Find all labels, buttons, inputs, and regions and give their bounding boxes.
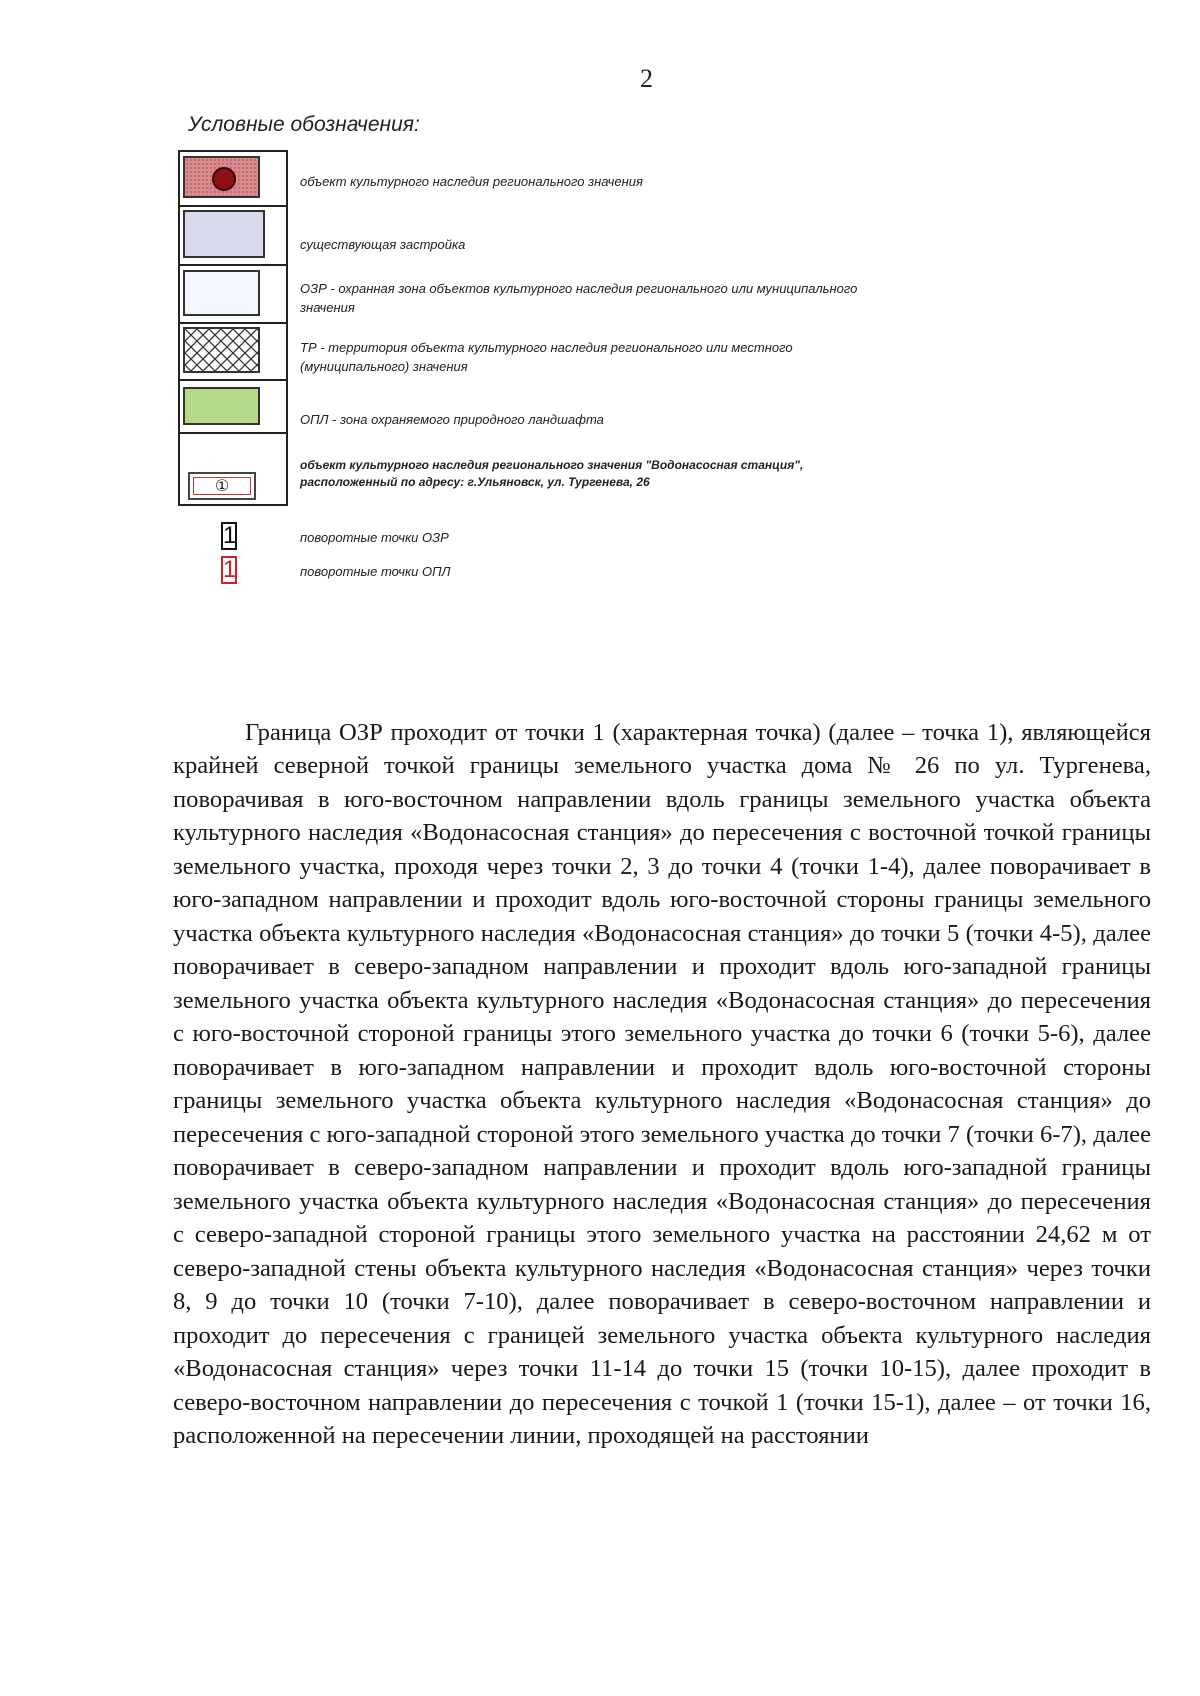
- heritage-dot-icon: [212, 167, 236, 191]
- landscape-zone-icon: [183, 387, 260, 425]
- legend-text-opl-points: поворотные точки ОПЛ: [300, 564, 451, 579]
- legend-text-landscape-zone: ОПЛ - зона охраняемого природного ландшафта: [300, 412, 604, 427]
- legend-text-ozr-points: поворотные точки ОЗР: [300, 530, 449, 545]
- heritage-territory-icon: [183, 327, 260, 373]
- existing-building-icon: [183, 210, 265, 258]
- protection-zone-icon: [183, 270, 260, 316]
- ozr-point-icon: 1: [223, 522, 237, 549]
- legend-frame: [178, 150, 288, 506]
- legend-text-heritage-territory: ТР - территория объекта культурного наследия регионального или местного (муниципального) значения: [300, 340, 793, 374]
- legend-text-heritage-site: объект культурного наследия регионального значения: [300, 174, 643, 189]
- numbered-site-inner: ①: [193, 477, 251, 495]
- numbered-site-icon: [188, 472, 256, 500]
- crosshatch-pattern: [185, 329, 258, 371]
- heritage-site-icon: [183, 156, 260, 198]
- legend-title: Условные обозначения:: [188, 113, 420, 136]
- body-paragraph: Граница ОЗР проходит от точки 1 (характерная точка) (далее – точка 1), являющейся крайней северной точкой границы земельного участка дома № 26 по ул. Тургенева, поворачивая в юго-восточном направлении вдоль границы земельного участка объекта культурного наследия «Водонасосная станция» до пересечения с восточной точкой границы земельного участка, проходя через точки 2, 3 до точки 4 (точки 1-4), далее поворачивает в юго-западном направлении и проходит вдоль юго-восточной стороны границы земельного участка объекта культурного наследия «Водонасосная станция» до точки 5 (точки 4-5), далее поворачивает в северо-западном направлении и проходит вдоль юго-западной границы земельного участка объекта культурного наследия «Водонасосная станция» до пересечения с юго-восточной стороной границы этого земельного участка до точки 6 (точки 5-6), далее поворачивает в юго-западном направлении и проходит вдоль юго-восточной стороны границы земельного участка объекта культурного наследия «Водонасосная станция» до пересечения с юго-западной стороной этого земельного участка до точки 7 (точки 6-7), далее поворачивает в северо-западном направлении и проходит вдоль юго-западной границы земельного участка объекта культурного наследия «Водонасосная станция» до пересечения с северо-западной стороной границы этого земельного участка на расстоянии 24,62 м от северо-западной стены объекта культурного наследия «Водонасосная станция» через точки 8, 9 до точки 10 (точки 7-10), далее поворачивает в северо-восточном направлении и проходит до пересечения с границей земельного участка объекта культурного наследия «Водонасосная станция» через точки 11-14 до точки 15 (точки 10-15), далее проходит в северо-восточном направлении до пересечения с точкой 1 (точки 15-1), далее – от точки 16, расположенной на пересечении линии, проходящей на расстоянии: [173, 718, 1151, 1450]
- page-number: 2: [640, 64, 653, 93]
- legend-text-numbered-site: объект культурного наследия регионального значения "Водонасосная станция", расположенный по адресу: г.Ульяновск, ул. Тургенева, 26: [300, 458, 804, 489]
- legend-text-protection-zone: ОЗР - охранная зона объектов культурного наследия регионального или муниципального значения: [300, 281, 858, 315]
- legend-text-existing-building: существующая застройка: [300, 237, 466, 252]
- opl-point-icon: 1: [223, 556, 237, 583]
